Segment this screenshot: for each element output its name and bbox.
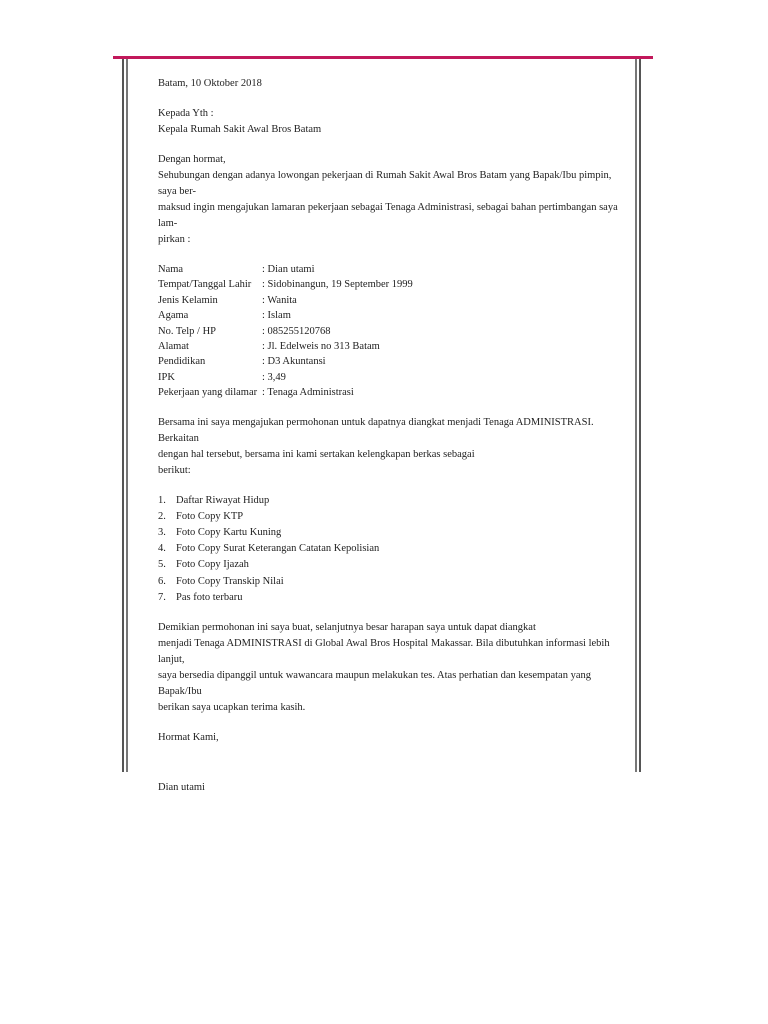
list-item-text: Pas foto terbaru (176, 591, 243, 603)
list-item-text: Foto Copy Transkip Nilai (176, 575, 284, 587)
detail-value: : Wanita (262, 294, 297, 306)
attachment-intro-line: dengan hal tersebut, bersama ini kami sertakan kelengkapan berkas sebagai (158, 448, 475, 460)
list-item (158, 574, 620, 590)
list-item-text: Foto Copy Kartu Kuning (176, 527, 282, 539)
attachment-intro-line: berikut: (158, 464, 191, 476)
detail-label: Pekerjaan yang dilamar (158, 387, 258, 399)
list-item-text: Daftar Riwayat Hidup (176, 494, 270, 506)
detail-row-position (158, 385, 620, 400)
detail-label: IPK (158, 371, 175, 383)
recipient-block (158, 106, 620, 138)
detail-label: Tempat/Tanggal Lahir (158, 279, 252, 291)
detail-value: : 085255120768 (262, 325, 331, 337)
list-item-number: 7. (158, 591, 166, 603)
list-item-number: 4. (158, 543, 166, 555)
list-item-number: 2. (158, 510, 166, 522)
detail-row-gender (158, 293, 620, 308)
detail-label: Jenis Kelamin (158, 294, 218, 306)
intro-block (158, 152, 620, 248)
attachment-list (158, 493, 620, 606)
closing-line: saya bersedia dipanggil untuk wawancara maupun melakukan tes. Atas perhatian dan kesempatan yang Bapak/Ibu (158, 670, 591, 698)
detail-value: : Dian utami (262, 264, 315, 275)
list-item (158, 541, 620, 557)
intro-line: pirkan : (158, 234, 191, 245)
detail-label: Pendidikan (158, 356, 206, 368)
closing-line: Demikian permohonan ini saya buat, selanjutnya besar harapan saya untuk dapat diangkat (158, 622, 536, 634)
page-frame-right-border (635, 59, 641, 772)
list-item-number: 1. (158, 494, 166, 506)
recipient-name: Kepala Rumah Sakit Awal Bros Batam (158, 124, 322, 135)
list-item-number: 3. (158, 527, 166, 539)
closing-line: berikan saya ucapkan terima kasih. (158, 702, 306, 714)
detail-value: : Jl. Edelweis no 313 Batam (262, 341, 380, 353)
regards: Hormat Kami, (158, 732, 219, 744)
detail-label: Nama (158, 264, 184, 275)
intro-line: Sehubungan dengan adanya lowongan pekerjaan di Rumah Sakit Awal Bros Batam yang Bapak/Ibu pimpin, saya ber- (158, 170, 612, 197)
letter-date: Batam, 10 Oktober 2018 (158, 78, 262, 89)
greeting: Dengan hormat, (158, 154, 226, 165)
detail-row-name (158, 262, 620, 277)
list-item-number: 6. (158, 575, 166, 587)
list-item (158, 525, 620, 541)
detail-value: : 3,49 (262, 371, 286, 383)
detail-row-birth (158, 277, 620, 292)
detail-row-education (158, 354, 620, 369)
list-item (158, 509, 620, 525)
detail-row-gpa (158, 370, 620, 385)
detail-row-religion (158, 308, 620, 323)
page-frame-left-border (122, 59, 128, 772)
list-item-text: Foto Copy KTP (176, 510, 244, 522)
attachment-intro (158, 415, 620, 479)
detail-label: No. Telp / HP (158, 325, 216, 337)
list-item (158, 590, 620, 606)
signature-name: Dian utami (158, 782, 205, 794)
detail-row-address (158, 339, 620, 354)
closing-paragraph (158, 620, 620, 716)
detail-label: Agama (158, 310, 189, 322)
attachment-intro-line: Bersama ini saya mengajukan permohonan untuk dapatnya diangkat menjadi Tenaga ADMINISTRASI. Berkaitan (158, 416, 594, 444)
recipient-salutation: Kepada Yth : (158, 108, 214, 119)
list-item-number: 5. (158, 559, 166, 571)
detail-value: : D3 Akuntansi (262, 356, 326, 368)
list-item (158, 493, 620, 509)
applicant-details (158, 262, 620, 401)
detail-row-phone (158, 324, 620, 339)
list-item-text: Foto Copy Surat Keterangan Catatan Kepolisian (176, 543, 380, 555)
detail-label: Alamat (158, 341, 189, 353)
list-item (158, 557, 620, 573)
top-accent-rule (113, 56, 653, 59)
detail-value: : Tenaga Administrasi (262, 387, 354, 399)
intro-line: maksud ingin mengajukan lamaran pekerjaan sebagai Tenaga Administrasi, sebagai bahan pertimbangan saya lam- (158, 202, 618, 229)
list-item-text: Foto Copy Ijazah (176, 559, 249, 571)
closing-line: menjadi Tenaga ADMINISTRASI di Global Awal Bros Hospital Makassar. Bila dibutuhkan informasi lebih lanjut, (158, 638, 610, 666)
detail-value: : Islam (262, 310, 291, 322)
application-letter (158, 76, 620, 796)
detail-value: : Sidobinangun, 19 September 1999 (262, 279, 413, 291)
